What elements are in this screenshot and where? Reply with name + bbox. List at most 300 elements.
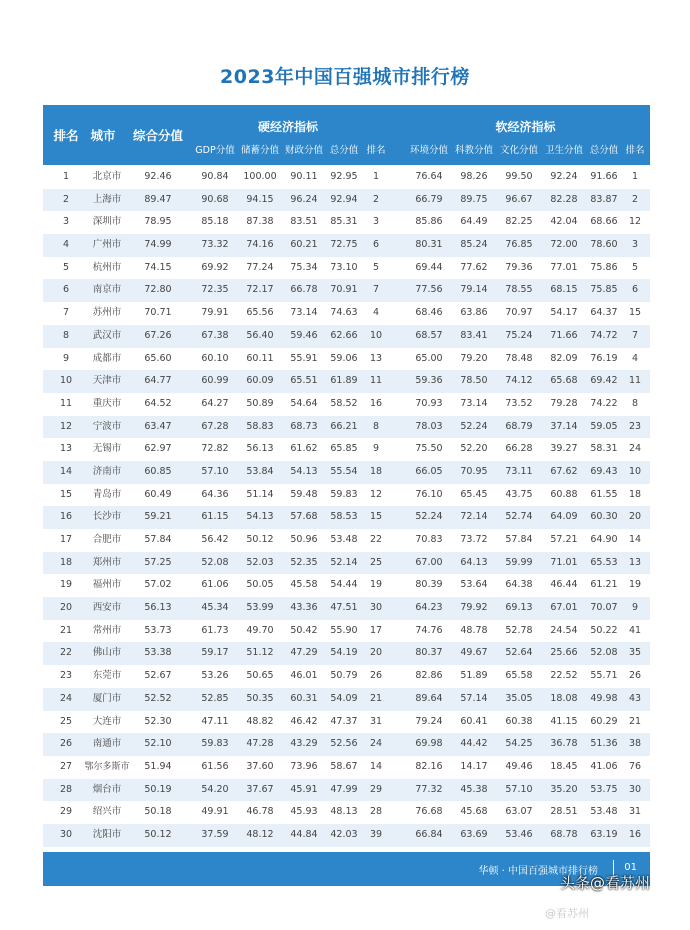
cell-soft-rank: 20 — [628, 511, 642, 523]
cell-soft-rank: 30 — [628, 783, 642, 795]
cell-soft-rank: 2 — [631, 193, 639, 205]
table-row — [43, 257, 650, 280]
cell-total: 60.49 — [144, 488, 172, 500]
cell-culture: 53.46 — [505, 828, 533, 840]
cell-rank: 20 — [59, 602, 73, 614]
cell-soft-total: 83.87 — [590, 193, 618, 205]
cell-education: 51.89 — [460, 670, 488, 682]
cell-culture: 43.75 — [505, 488, 533, 500]
table-row — [43, 279, 650, 302]
cell-soft-total: 61.55 — [590, 488, 618, 500]
cell-hard-total: 58.52 — [330, 397, 358, 409]
cell-environment: 68.57 — [415, 329, 443, 341]
table-row — [43, 234, 650, 257]
cell-gdp: 85.18 — [201, 216, 229, 228]
cell-city: 常州市 — [92, 624, 122, 636]
cell-savings: 56.40 — [246, 329, 274, 341]
cell-education: 44.42 — [460, 738, 488, 750]
cell-savings: 77.24 — [246, 261, 274, 273]
cell-soft-rank: 4 — [631, 352, 639, 364]
cell-environment: 82.16 — [415, 760, 443, 772]
cell-hard-rank: 30 — [369, 602, 383, 614]
cell-environment: 69.98 — [415, 738, 443, 750]
cell-total: 50.18 — [144, 806, 172, 818]
cell-education: 98.26 — [460, 171, 488, 182]
cell-culture: 52.74 — [505, 511, 533, 523]
cell-environment: 65.00 — [415, 352, 443, 364]
cell-fiscal: 54.13 — [290, 465, 318, 477]
cell-fiscal: 45.91 — [290, 783, 318, 795]
cell-total: 74.99 — [144, 239, 172, 251]
cell-environment: 82.86 — [415, 670, 443, 682]
table-row — [43, 824, 650, 847]
cell-education: 72.14 — [460, 511, 488, 523]
cell-savings: 47.28 — [246, 738, 274, 750]
cell-fiscal: 68.73 — [290, 420, 318, 432]
cell-fiscal: 54.64 — [290, 397, 318, 409]
cell-health: 57.21 — [550, 534, 578, 545]
cell-savings: 37.60 — [246, 760, 274, 772]
cell-soft-total: 76.19 — [590, 352, 618, 364]
cell-environment: 78.03 — [415, 420, 443, 432]
cell-hard-rank: 2 — [372, 193, 380, 205]
cell-hard-rank: 9 — [372, 443, 380, 455]
table-row — [43, 642, 650, 665]
cell-education: 89.75 — [460, 193, 488, 205]
cell-soft-total: 69.43 — [590, 465, 618, 477]
header-hard-total: 总分值 — [329, 145, 359, 156]
cell-city: 苏州市 — [92, 307, 122, 319]
table-row — [43, 302, 650, 325]
cell-health: 28.51 — [550, 806, 578, 818]
cell-hard-total: 48.13 — [330, 806, 358, 818]
cell-fiscal: 61.62 — [290, 443, 318, 455]
table-row — [43, 756, 650, 779]
table-row — [43, 189, 650, 212]
table-row — [43, 665, 650, 688]
cell-health: 77.01 — [550, 261, 578, 273]
cell-hard-rank: 14 — [369, 760, 383, 772]
header-education: 科教分值 — [454, 145, 493, 156]
cell-fiscal: 73.96 — [290, 760, 318, 772]
cell-health: 18.45 — [550, 760, 578, 772]
cell-soft-rank: 76 — [628, 760, 642, 772]
cell-environment: 66.79 — [415, 193, 443, 205]
cell-education: 64.49 — [460, 216, 488, 228]
cell-education: 85.24 — [460, 239, 488, 251]
cell-savings: 60.11 — [246, 352, 274, 364]
cell-savings: 50.89 — [246, 397, 274, 409]
cell-hard-total: 66.21 — [330, 420, 358, 432]
cell-gdp: 90.84 — [201, 171, 229, 182]
cell-fiscal: 52.35 — [290, 556, 318, 568]
cell-culture: 60.38 — [505, 715, 533, 727]
table-row — [43, 801, 650, 824]
header-culture: 文化分值 — [499, 145, 538, 156]
cell-education: 52.20 — [460, 443, 488, 455]
cell-education: 53.64 — [460, 579, 488, 591]
cell-soft-total: 52.08 — [590, 647, 618, 659]
cell-savings: 52.03 — [246, 556, 274, 568]
cell-culture: 96.67 — [505, 193, 533, 205]
cell-gdp: 72.82 — [201, 443, 229, 455]
cell-rank: 17 — [59, 534, 73, 545]
cell-soft-rank: 3 — [631, 239, 639, 251]
cell-environment: 68.46 — [415, 307, 443, 319]
table-row — [43, 461, 650, 484]
cell-culture: 69.13 — [505, 602, 533, 614]
cell-health: 54.17 — [550, 307, 578, 319]
cell-city: 东莞市 — [92, 670, 122, 682]
cell-education: 45.68 — [460, 806, 488, 818]
cell-environment: 75.50 — [415, 443, 443, 455]
page-title: 2023年中国百强城市排行榜 — [220, 66, 470, 88]
cell-hard-rank: 24 — [369, 738, 383, 750]
cell-rank: 2 — [62, 193, 70, 205]
cell-hard-rank: 1 — [372, 171, 380, 182]
table-row — [43, 779, 650, 802]
cell-rank: 24 — [59, 692, 73, 704]
cell-culture: 54.25 — [505, 738, 533, 750]
cell-fiscal: 90.11 — [290, 171, 318, 182]
cell-education: 65.45 — [460, 488, 488, 500]
cell-health: 68.15 — [550, 284, 578, 296]
cell-gdp: 67.28 — [201, 420, 229, 432]
cell-rank: 16 — [59, 511, 73, 523]
cell-hard-rank: 26 — [369, 670, 383, 682]
cell-rank: 10 — [59, 375, 73, 387]
cell-education: 83.41 — [460, 329, 488, 341]
cell-hard-total: 42.03 — [330, 828, 358, 840]
cell-culture: 49.46 — [505, 760, 533, 772]
header-city: 城市 — [90, 128, 116, 143]
cell-total: 70.71 — [144, 307, 172, 319]
cell-culture: 63.07 — [505, 806, 533, 818]
cell-hard-rank: 12 — [369, 488, 383, 500]
cell-culture: 78.48 — [505, 352, 533, 364]
cell-environment: 77.56 — [415, 284, 443, 296]
cell-hard-total: 55.54 — [330, 465, 358, 477]
page-footer — [43, 852, 650, 886]
cell-total: 65.60 — [144, 352, 172, 364]
cell-fiscal: 50.96 — [290, 534, 318, 545]
cell-health: 71.01 — [550, 556, 578, 568]
cell-gdp: 60.99 — [201, 375, 229, 387]
cell-total: 63.47 — [144, 420, 172, 432]
cell-health: 67.01 — [550, 602, 578, 614]
cell-hard-rank: 10 — [369, 329, 383, 341]
cell-health: 60.88 — [550, 488, 578, 500]
cell-total: 64.77 — [144, 375, 172, 387]
table-row — [43, 688, 650, 711]
header-soft-group: 软经济指标 — [495, 120, 556, 134]
cell-fiscal: 65.51 — [290, 375, 318, 387]
cell-culture: 82.25 — [505, 216, 533, 228]
cell-soft-rank: 19 — [628, 579, 642, 591]
cell-gdp: 49.91 — [201, 806, 229, 818]
cell-hard-total: 53.48 — [330, 534, 358, 545]
cell-soft-rank: 26 — [628, 670, 642, 682]
cell-city: 沈阳市 — [92, 828, 122, 840]
cell-health: 46.44 — [550, 579, 578, 591]
cell-rank: 4 — [62, 239, 70, 251]
cell-gdp: 61.06 — [201, 579, 229, 591]
cell-savings: 51.12 — [246, 647, 274, 659]
header-fiscal: 财政分值 — [284, 145, 323, 156]
table-row — [43, 529, 650, 552]
cell-education: 49.67 — [460, 647, 488, 659]
table-row — [43, 711, 650, 734]
cell-environment: 69.44 — [415, 261, 443, 273]
cell-hard-total: 59.83 — [330, 488, 358, 500]
cell-hard-rank: 15 — [369, 511, 383, 523]
cell-gdp: 59.83 — [201, 738, 229, 750]
cell-culture: 57.10 — [505, 783, 533, 795]
cell-soft-rank: 13 — [628, 556, 642, 568]
cell-fiscal: 75.34 — [290, 261, 318, 273]
cell-hard-rank: 21 — [369, 692, 383, 704]
cell-culture: 70.97 — [505, 307, 533, 319]
cell-total: 56.13 — [144, 602, 172, 614]
cell-hard-rank: 20 — [369, 647, 383, 659]
cell-environment: 59.36 — [415, 375, 443, 387]
cell-health: 22.52 — [550, 670, 578, 682]
cell-savings: 60.09 — [246, 375, 274, 387]
cell-culture: 74.12 — [505, 375, 533, 387]
cell-savings: 65.56 — [246, 307, 274, 319]
cell-gdp: 64.36 — [201, 488, 229, 500]
cell-fiscal: 96.24 — [290, 193, 318, 205]
cell-rank: 18 — [59, 556, 73, 568]
cell-total: 52.10 — [144, 738, 172, 750]
cell-rank: 26 — [59, 738, 73, 750]
cell-soft-total: 75.86 — [590, 261, 618, 273]
cell-gdp: 90.68 — [201, 193, 229, 205]
cell-hard-total: 92.94 — [330, 193, 358, 205]
cell-fiscal: 43.36 — [290, 602, 318, 614]
cell-city: 济南市 — [92, 465, 122, 477]
cell-total: 89.47 — [144, 193, 172, 205]
cell-city: 西安市 — [92, 602, 122, 614]
cell-fiscal: 55.91 — [290, 352, 318, 364]
cell-city: 郑州市 — [92, 556, 122, 568]
cell-health: 39.27 — [550, 443, 578, 455]
cell-gdp: 37.59 — [201, 828, 229, 840]
cell-education: 73.14 — [460, 397, 488, 409]
cell-total: 74.15 — [144, 261, 172, 273]
cell-fiscal: 46.42 — [290, 715, 318, 727]
cell-city: 上海市 — [92, 193, 122, 205]
cell-environment: 64.23 — [415, 602, 443, 614]
cell-rank: 7 — [62, 307, 70, 319]
cell-rank: 3 — [62, 216, 70, 228]
cell-gdp: 52.85 — [201, 692, 229, 704]
cell-hard-total: 54.44 — [330, 579, 358, 591]
cell-soft-total: 70.07 — [590, 602, 618, 614]
cell-soft-total: 64.37 — [590, 307, 618, 319]
table-row — [43, 506, 650, 529]
cell-hard-total: 52.56 — [330, 738, 358, 750]
cell-gdp: 61.56 — [201, 760, 229, 772]
cell-soft-rank: 14 — [628, 534, 642, 545]
cell-hard-rank: 11 — [369, 375, 383, 387]
cell-health: 65.68 — [550, 375, 578, 387]
cell-city: 鄂尔多斯市 — [84, 761, 130, 772]
cell-hard-total: 72.75 — [330, 239, 358, 251]
cell-rank: 19 — [59, 579, 73, 591]
cell-city: 绍兴市 — [92, 806, 122, 818]
cell-health: 82.28 — [550, 193, 578, 205]
cell-savings: 58.83 — [246, 420, 274, 432]
cell-city: 佛山市 — [92, 647, 122, 659]
cell-soft-total: 55.71 — [590, 670, 618, 682]
cell-health: 18.08 — [550, 692, 578, 704]
cell-hard-total: 58.53 — [330, 511, 358, 523]
table-row — [43, 325, 650, 348]
cell-savings: 49.70 — [246, 624, 274, 636]
cell-hard-rank: 4 — [372, 307, 380, 319]
cell-fiscal: 43.29 — [290, 738, 318, 750]
cell-hard-total: 73.10 — [330, 261, 358, 273]
cell-environment: 70.93 — [415, 397, 443, 409]
cell-soft-rank: 5 — [631, 261, 639, 273]
cell-soft-rank: 43 — [628, 692, 642, 704]
cell-soft-rank: 35 — [628, 647, 642, 659]
cell-soft-total: 49.98 — [590, 692, 618, 704]
cell-city: 大连市 — [92, 715, 122, 727]
header-rank: 排名 — [53, 128, 79, 143]
cell-fiscal: 46.01 — [290, 670, 318, 682]
cell-city: 广州市 — [92, 239, 122, 251]
cell-fiscal: 73.14 — [290, 307, 318, 319]
cell-environment: 89.64 — [415, 692, 443, 704]
cell-soft-total: 91.66 — [590, 171, 618, 182]
cell-savings: 56.13 — [246, 443, 274, 455]
cell-education: 63.86 — [460, 307, 488, 319]
cell-gdp: 61.15 — [201, 511, 229, 523]
cell-city: 宁波市 — [92, 420, 122, 432]
cell-education: 64.13 — [460, 556, 488, 568]
cell-city: 重庆市 — [92, 397, 122, 409]
cell-health: 36.78 — [550, 738, 578, 750]
table-row — [43, 393, 650, 416]
cell-hard-total: 59.06 — [330, 352, 358, 364]
cell-savings: 48.12 — [246, 828, 274, 840]
cell-gdp: 54.20 — [201, 783, 229, 795]
cell-hard-rank: 25 — [369, 556, 383, 568]
cell-environment: 80.39 — [415, 579, 443, 591]
cell-education: 45.38 — [460, 783, 488, 795]
cell-culture: 65.58 — [505, 670, 533, 682]
cell-culture: 66.28 — [505, 443, 533, 455]
cell-total: 72.80 — [144, 284, 172, 296]
cell-gdp: 61.73 — [201, 624, 229, 636]
cell-hard-rank: 17 — [369, 624, 383, 636]
cell-total: 60.85 — [144, 465, 172, 477]
cell-soft-rank: 8 — [631, 397, 639, 409]
cell-soft-rank: 38 — [628, 738, 642, 750]
cell-education: 70.95 — [460, 465, 488, 477]
cell-city: 烟台市 — [92, 783, 122, 795]
cell-city: 成都市 — [92, 352, 122, 364]
cell-rank: 14 — [59, 465, 73, 477]
cell-environment: 76.64 — [415, 171, 443, 182]
cell-gdp: 53.26 — [201, 670, 229, 682]
cell-hard-total: 92.95 — [330, 171, 358, 182]
header-soft-rank: 排名 — [625, 145, 645, 156]
cell-hard-rank: 3 — [372, 216, 380, 228]
cell-hard-total: 47.51 — [330, 602, 358, 614]
cell-gdp: 64.27 — [201, 397, 229, 409]
cell-hard-total: 47.37 — [330, 715, 358, 727]
cell-rank: 28 — [59, 783, 73, 795]
cell-soft-total: 41.06 — [590, 760, 618, 772]
table-row — [43, 438, 650, 461]
cell-total: 52.52 — [144, 692, 172, 704]
cell-soft-total: 60.30 — [590, 511, 618, 523]
cell-health: 72.00 — [550, 239, 578, 251]
cell-city: 北京市 — [92, 171, 122, 182]
cell-fiscal: 59.46 — [290, 329, 318, 341]
cell-rank: 27 — [59, 760, 73, 772]
cell-soft-rank: 9 — [631, 602, 639, 614]
cell-education: 14.17 — [460, 760, 488, 772]
cell-gdp: 60.10 — [201, 352, 229, 364]
ranking-table-body — [43, 166, 650, 847]
cell-environment: 85.86 — [415, 216, 443, 228]
cell-soft-rank: 6 — [631, 284, 639, 296]
header-gdp: GDP分值 — [195, 145, 235, 156]
cell-soft-total: 74.22 — [590, 397, 618, 409]
cell-hard-rank: 31 — [369, 715, 383, 727]
cell-soft-total: 60.29 — [590, 715, 618, 727]
cell-soft-rank: 10 — [628, 465, 642, 477]
cell-education: 78.50 — [460, 375, 488, 387]
cell-city: 深圳市 — [92, 216, 122, 228]
table-row — [43, 574, 650, 597]
cell-soft-total: 50.22 — [590, 624, 618, 636]
cell-education: 52.24 — [460, 420, 488, 432]
cell-total: 64.52 — [144, 397, 172, 409]
page-number: 01 — [624, 862, 637, 873]
cell-soft-total: 65.53 — [590, 556, 618, 568]
cell-total: 67.26 — [144, 329, 172, 341]
cell-hard-total: 52.14 — [330, 556, 358, 568]
cell-soft-total: 74.72 — [590, 329, 618, 341]
table-row — [43, 552, 650, 575]
cell-environment: 77.32 — [415, 783, 443, 795]
cell-rank: 15 — [59, 488, 73, 500]
cell-culture: 99.50 — [505, 171, 533, 182]
cell-total: 57.84 — [144, 534, 172, 545]
cell-hard-total: 62.66 — [330, 329, 358, 341]
cell-hard-rank: 39 — [369, 828, 383, 840]
cell-fiscal: 47.29 — [290, 647, 318, 659]
cell-savings: 54.13 — [246, 511, 274, 523]
cell-soft-rank: 12 — [628, 216, 642, 228]
cell-fiscal: 45.58 — [290, 579, 318, 591]
cell-soft-total: 75.85 — [590, 284, 618, 296]
cell-soft-total: 78.60 — [590, 239, 618, 251]
cell-total: 50.12 — [144, 828, 172, 840]
cell-city: 杭州市 — [92, 261, 122, 273]
cell-culture: 52.64 — [505, 647, 533, 659]
cell-soft-total: 68.66 — [590, 216, 618, 228]
cell-savings: 100.00 — [243, 171, 277, 182]
cell-culture: 68.79 — [505, 420, 533, 432]
cell-city: 天津市 — [92, 375, 122, 387]
header-health: 卫生分值 — [544, 145, 583, 156]
